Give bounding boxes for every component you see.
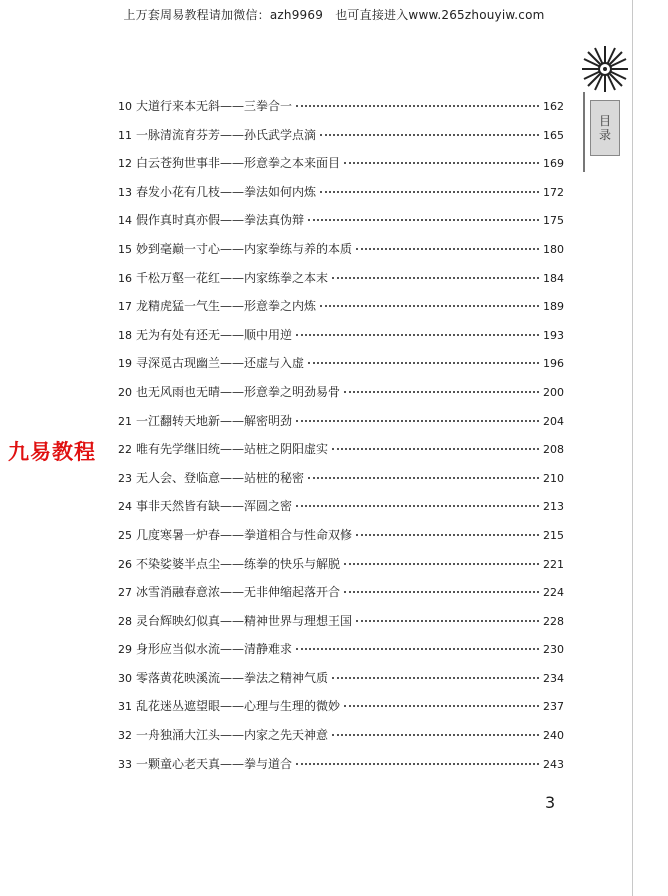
dot-leader (344, 391, 539, 393)
toc-entry (118, 640, 564, 669)
toc-entry (118, 126, 564, 155)
toc-entry-page: 165 (543, 128, 564, 142)
toc-entry (118, 440, 564, 469)
toc-entry-title: 身形应当似水流——清静难求 (136, 642, 293, 657)
toc-entry-page: 228 (543, 614, 564, 628)
toc-entry-title: 假作真时真亦假——拳法真伪辩 (136, 213, 305, 228)
toc-entry (118, 269, 564, 298)
toc-entry (118, 669, 564, 698)
toc-entry (118, 240, 564, 269)
toc-entry-title: 唯有先学继旧统——站桩之阴阳虚实 (136, 442, 329, 457)
toc-entry-page: 224 (543, 586, 564, 600)
dot-leader (356, 534, 539, 536)
toc-entry-number: 17 (118, 300, 132, 314)
dot-leader (296, 763, 539, 765)
toc-entry-number: 27 (118, 586, 132, 600)
toc-entry (118, 526, 564, 555)
toc-entry-title: 无人会、登临意——站桩的秘密 (136, 470, 305, 485)
toc-entry (118, 383, 564, 412)
toc-entry-page: 204 (543, 414, 564, 428)
toc-entry-title: 千松万壑一花红——内家练拳之本末 (136, 270, 329, 285)
toc-entry (118, 326, 564, 355)
toc-entry-title: 春发小花有几枝——拳法如何内炼 (136, 184, 317, 199)
toc-entry-title: 无为有处有还无——顺中用逆 (136, 327, 293, 342)
toc-entry-number: 20 (118, 385, 132, 399)
toc-entry-page: 172 (543, 185, 564, 199)
toc-entry-page: 234 (543, 671, 564, 685)
toc-entry-number: 25 (118, 528, 132, 542)
toc-entry-title: 大道行来本无斜——三拳合一 (136, 99, 293, 113)
toc-entry (118, 97, 564, 126)
toc-entry-number: 26 (118, 557, 132, 571)
dot-leader (308, 219, 539, 221)
toc-entry-number: 10 (118, 100, 132, 113)
side-rule (583, 92, 585, 172)
toc-entry-title: 一颗童心老天真——拳与道合 (136, 756, 293, 771)
toc-entry-title: 不染娑婆半点尘——练拳的快乐与解脱 (136, 556, 341, 571)
toc-entry-number: 15 (118, 242, 132, 256)
toc-entry-page: 193 (543, 328, 564, 342)
toc-entry (118, 297, 564, 326)
toc-entry-title: 寻深觅古现幽兰——还虚与入虚 (136, 356, 305, 371)
dot-leader (308, 362, 539, 364)
toc-entry-title: 乱花迷丛遮望眼——心理与生理的微妙 (136, 699, 341, 714)
dot-leader (332, 277, 539, 279)
toc-entry-number: 22 (118, 443, 132, 457)
side-tab-char-2: 录 (598, 128, 611, 142)
side-tab (590, 100, 620, 156)
dot-leader (344, 162, 539, 164)
toc-entry-number: 21 (118, 414, 132, 428)
dot-leader (296, 334, 539, 336)
toc-entry-page: 175 (543, 214, 564, 228)
toc-entry (118, 354, 564, 383)
dot-leader (332, 734, 539, 736)
toc-entry (118, 469, 564, 498)
toc-entry-title: 一舟独涌大江头——内家之先天神意 (136, 728, 329, 743)
toc-entry-number: 33 (118, 757, 132, 771)
toc-entry (118, 412, 564, 441)
toc-entry-page: 240 (543, 729, 564, 743)
toc-entry (118, 183, 564, 212)
dot-leader (344, 591, 539, 593)
toc-entry (118, 583, 564, 612)
toc-entry-title: 一江翻转天地新——解密明劲 (136, 413, 293, 428)
toc-entry-title: 几度寒暑一炉春——拳道相合与性命双修 (136, 527, 353, 542)
header-note: 上万套周易教程请加微信：azh9969 也可直接进入www.265zhouyiw.com (123, 8, 545, 22)
toc-entry (118, 154, 564, 183)
toc-entry-page: 189 (543, 300, 564, 314)
toc-entry-title: 白云苍狗世事非——形意拳之本来面目 (136, 156, 341, 171)
dot-leader (296, 505, 539, 507)
toc-entry-page: 200 (543, 385, 564, 399)
toc-entry-number: 23 (118, 471, 132, 485)
toc-entry-page: 210 (543, 471, 564, 485)
table-of-contents (118, 97, 564, 783)
toc-entry-page: 213 (543, 500, 564, 514)
dot-leader (344, 705, 539, 707)
toc-entry-title: 妙到毫巅一寸心——内家拳练与养的本质 (136, 241, 353, 256)
dot-leader (296, 105, 539, 107)
toc-entry (118, 755, 564, 784)
toc-entry-page: 208 (543, 443, 564, 457)
dot-leader (332, 448, 539, 450)
toc-entry-number: 13 (118, 185, 132, 199)
toc-entry-page: 230 (543, 643, 564, 657)
dot-leader (296, 648, 539, 650)
toc-entry (118, 211, 564, 240)
toc-entry-title: 也无风雨也无晴——形意拳之明劲易骨 (136, 384, 341, 399)
side-tab-char-1: 目 (598, 113, 611, 128)
toc-entry (118, 697, 564, 726)
toc-entry-number: 32 (118, 729, 132, 743)
toc-entry-title: 冰雪消融春意浓——无非伸缩起落开合 (136, 585, 341, 600)
page-edge-line (632, 0, 633, 896)
toc-entry-number: 28 (118, 614, 132, 628)
toc-entry-number: 14 (118, 214, 132, 228)
toc-entry-page: 196 (543, 357, 564, 371)
toc-entry-page: 169 (543, 157, 564, 171)
toc-entry-title: 一脉清流育芬芳——孙氏武学点滴 (136, 127, 317, 142)
toc-entry-number: 30 (118, 671, 132, 685)
toc-entry-title: 零落黄花映溪流——拳法之精神气质 (136, 670, 329, 685)
toc-entry-page: 180 (543, 242, 564, 256)
dot-leader (296, 420, 539, 422)
dot-leader (320, 305, 539, 307)
toc-entry-number: 31 (118, 700, 132, 714)
dot-leader (356, 620, 539, 622)
toc-entry-number: 19 (118, 357, 132, 371)
toc-entry-page: 162 (543, 100, 564, 113)
toc-entry (118, 726, 564, 755)
dot-leader (308, 477, 539, 479)
toc-entry-page: 215 (543, 528, 564, 542)
toc-entry-page: 237 (543, 700, 564, 714)
page-number: 3 (545, 793, 556, 812)
toc-entry-number: 12 (118, 157, 132, 171)
dot-leader (356, 248, 539, 250)
dot-leader (320, 134, 539, 136)
toc-entry-page: 184 (543, 271, 564, 285)
toc-entry-number: 24 (118, 500, 132, 514)
watermark-text: 九易教程 (8, 440, 96, 464)
toc-entry-number: 29 (118, 643, 132, 657)
dot-leader (344, 563, 539, 565)
toc-entry-title: 事非天然皆有缺——浑圆之密 (136, 499, 293, 514)
toc-entry (118, 612, 564, 641)
toc-entry-page: 221 (543, 557, 564, 571)
toc-entry-number: 16 (118, 271, 132, 285)
dot-leader (320, 191, 539, 193)
toc-entry-number: 18 (118, 328, 132, 342)
toc-entry-number: 11 (118, 128, 132, 142)
toc-entry-title: 灵台辉映幻似真——精神世界与理想王国 (136, 613, 353, 628)
toc-entry (118, 497, 564, 526)
toc-entry-page: 243 (543, 757, 564, 771)
toc-entry-title: 龙精虎猛一气生——形意拳之内炼 (136, 299, 317, 314)
dot-leader (332, 677, 539, 679)
toc-entry (118, 555, 564, 584)
flower-ornament-icon (578, 42, 632, 96)
